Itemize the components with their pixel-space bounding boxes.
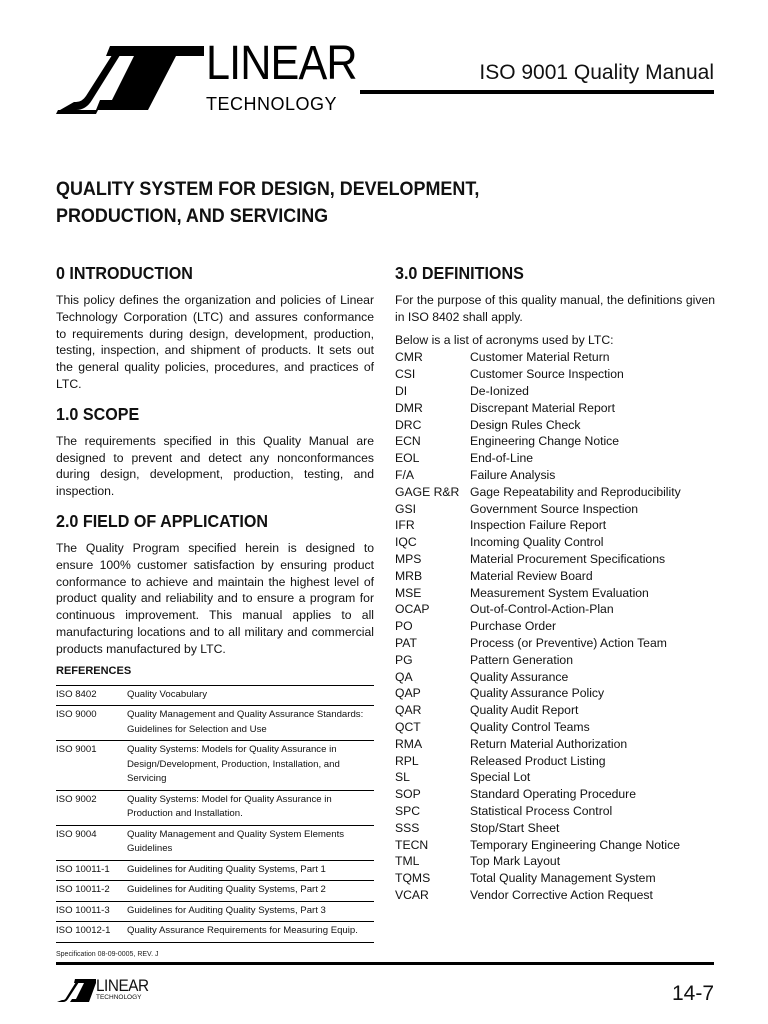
reference-row [56, 901, 374, 922]
footer-logo [56, 978, 160, 1004]
reference-code: ISO 10011-3 [56, 901, 127, 922]
acronym-row [395, 786, 715, 803]
acronym: SOP [395, 787, 421, 802]
acronym-row [395, 400, 715, 417]
acronym: SSS [395, 820, 420, 835]
acronym-definition: Vendor Corrective Action Request [470, 887, 653, 902]
lt-logo-mark [56, 42, 206, 114]
references-title: REFERENCES [56, 664, 132, 677]
acronym-row [395, 467, 715, 484]
acronym: PO [395, 619, 413, 634]
acronym-definition: Temporary Engineering Change Notice [470, 837, 681, 852]
acronym-definition: Quality Assurance Policy [470, 686, 605, 701]
document-title [56, 176, 571, 230]
acronym-definition: Quality Control Teams [470, 719, 590, 734]
acronym-definition: Released Product Listing [470, 753, 606, 768]
acronyms-intro: Below is a list of acronyms used by LTC: [395, 332, 614, 347]
manual-title: ISO 9001 Quality Manual [479, 61, 714, 84]
acronym-row [395, 702, 715, 719]
acronym-definition: Return Material Authorization [470, 736, 628, 751]
acronym-definition: Material Procurement Specifications [470, 551, 666, 566]
acronym-definition: Purchase Order [470, 619, 557, 634]
acronym: DMR [395, 400, 423, 415]
field-of-application-heading: 2.0 FIELD OF APPLICATION [56, 510, 269, 531]
right-column [395, 262, 715, 904]
acronym: SL [395, 770, 410, 785]
acronym: CMR [395, 350, 423, 365]
acronym-row [395, 769, 715, 786]
logo-wordmark: LINEAR [206, 37, 357, 90]
acronym-row [395, 551, 715, 568]
document-title-line-1: QUALITY SYSTEM FOR DESIGN, DEVELOPMENT, [56, 178, 480, 200]
acronym-definition: Gage Repeatability and Reproducibility [470, 484, 681, 499]
acronym-definition: Stop/Start Sheet [470, 820, 560, 835]
acronym: ECN [395, 434, 421, 449]
introduction-heading: 0 INTRODUCTION [56, 263, 193, 283]
acronym-row [395, 366, 715, 383]
acronym: GAGE R&R [395, 484, 460, 499]
acronym-definition: End-of-Line [470, 451, 534, 466]
reference-code: ISO 10011-2 [56, 881, 127, 902]
reference-row [56, 825, 374, 860]
acronym-definition: Statistical Process Control [470, 803, 613, 818]
acronym-definition: De-Ionized [470, 383, 529, 398]
acronym-row [395, 484, 715, 501]
acronym: TML [395, 854, 420, 869]
acronym: EOL [395, 451, 420, 466]
acronym-definition: Discrepant Material Report [470, 400, 615, 415]
acronym: QA [395, 669, 413, 684]
acronym-definition: Customer Material Return [470, 350, 610, 365]
scope-heading: 1.0 SCOPE [56, 403, 140, 424]
acronym-row [395, 753, 715, 770]
acronym-row [395, 517, 715, 534]
definitions-text: For the purpose of this quality manual, the definitions given in ISO 8402 shall apply. [395, 293, 715, 324]
reference-code: ISO 9001 [56, 741, 127, 791]
acronym: OCAP [395, 602, 430, 617]
acronym: PAT [395, 635, 417, 650]
header-rule [360, 90, 714, 94]
specification-number: Specification 08-09-0005, REV. J [56, 951, 159, 958]
field-of-application-text: The Quality Program specified herein is designed to ensure 100% customer satisfaction by ensuring product conformance to achieve and maintain the highest level of product quality and reliability and to ensure a program for continuous improvement. This manual applies to all manufacturing locations and to all military and commercial products manufactured by LTC. [56, 540, 374, 656]
acronym: MPS [395, 551, 422, 566]
footer-logo-word: LINEAR [96, 976, 149, 995]
acronym: MRB [395, 568, 423, 583]
acronym: F/A [395, 467, 414, 482]
footer-rule [56, 962, 714, 965]
acronym-row [395, 669, 715, 686]
acronym-row [395, 450, 715, 467]
acronym-definition: Design Rules Check [470, 417, 581, 432]
reference-description: Quality Assurance Requirements for Measuring Equip. [127, 922, 374, 943]
document-title-line-2: PRODUCTION, AND SERVICING [56, 205, 329, 227]
footer-logo-mark [56, 978, 96, 1004]
acronym-row [395, 803, 715, 820]
acronym-row [395, 685, 715, 702]
acronym-definition: Process (or Preventive) Action Team [470, 635, 667, 650]
acronym-definition: Quality Assurance [470, 669, 569, 684]
acronym-row [395, 853, 715, 870]
acronym-row [395, 887, 715, 904]
reference-row [56, 685, 374, 706]
acronym: QCT [395, 719, 421, 734]
reference-description: Guidelines for Auditing Quality Systems, Part 2 [127, 881, 374, 902]
acronym-definition: Engineering Change Notice [470, 434, 620, 449]
acronym-definition: Material Review Board [470, 568, 593, 583]
acronym-definition: Inspection Failure Report [470, 518, 607, 533]
definitions-heading: 3.0 DEFINITIONS [395, 263, 524, 283]
acronym-row [395, 652, 715, 669]
acronym-row [395, 417, 715, 434]
acronym-row [395, 736, 715, 753]
reference-row [56, 881, 374, 902]
acronym-definition: Pattern Generation [470, 652, 573, 667]
acronym-row [395, 349, 715, 366]
acronym-row [395, 719, 715, 736]
footer-logo-sub: TECHNOLOGY [96, 994, 142, 1001]
reference-description: Guidelines for Auditing Quality Systems, Part 1 [127, 860, 374, 881]
reference-code: ISO 8402 [56, 685, 127, 706]
reference-description: Quality Vocabulary [127, 685, 374, 706]
acronym: QAP [395, 686, 421, 701]
acronym: IQC [395, 535, 417, 550]
acronym-definition: Quality Audit Report [470, 703, 579, 718]
acronym-row [395, 585, 715, 602]
acronym: QAR [395, 703, 422, 718]
acronym: GSI [395, 501, 416, 516]
acronym: DRC [395, 417, 422, 432]
reference-description: Quality Management and Quality Assurance Standards: Guidelines for Selection and Use [127, 706, 374, 741]
reference-description: Quality Systems: Model for Quality Assurance in Production and Installation. [127, 790, 374, 825]
acronym-definition: Top Mark Layout [470, 854, 561, 869]
acronym: CSI [395, 367, 416, 382]
acronym: PG [395, 652, 413, 667]
acronym-row [395, 501, 715, 518]
reference-code: ISO 9002 [56, 790, 127, 825]
acronym-definition: Special Lot [470, 770, 531, 785]
acronym: SPC [395, 803, 421, 818]
introduction-text: This policy defines the organization and policies of Linear Technology Corporation (LTC) and assures conformance to requirements during design, development, production, testing, inspection, and shipment of products. It sets out the general quality policies, procedures, and practices of LTC. [56, 293, 374, 391]
acronym-row [395, 601, 715, 618]
acronym-row [395, 568, 715, 585]
reference-description: Guidelines for Auditing Quality Systems, Part 3 [127, 901, 374, 922]
acronym-definition: Out-of-Control-Action-Plan [470, 602, 614, 617]
acronym-row [395, 534, 715, 551]
left-column [56, 262, 374, 943]
reference-code: ISO 9004 [56, 825, 127, 860]
acronym-list [395, 349, 715, 903]
acronym: IFR [395, 518, 415, 533]
acronym-definition: Incoming Quality Control [470, 535, 604, 550]
acronym-definition: Measurement System Evaluation [470, 585, 649, 600]
acronym-row [395, 635, 715, 652]
reference-row [56, 741, 374, 791]
acronym: VCAR [395, 887, 429, 902]
reference-description: Quality Systems: Models for Quality Assurance in Design/Development, Production, Installation, and Servicing [127, 741, 374, 791]
page-number: 14-7 [671, 982, 714, 1005]
acronym-definition: Government Source Inspection [470, 501, 639, 516]
reference-row [56, 922, 374, 943]
logo-subtitle: TECHNOLOGY [206, 94, 338, 114]
reference-row [56, 860, 374, 881]
reference-code: ISO 10012-1 [56, 922, 127, 943]
acronym-row [395, 383, 715, 400]
acronym-row [395, 433, 715, 450]
acronym: TQMS [395, 871, 431, 886]
acronym: MSE [395, 585, 422, 600]
acronym-definition: Total Quality Management System [470, 871, 656, 886]
reference-row [56, 706, 374, 741]
reference-description: Quality Management and Quality System Elements Guidelines [127, 825, 374, 860]
acronym: RMA [395, 736, 423, 751]
acronym-row [395, 870, 715, 887]
acronym: RPL [395, 753, 419, 768]
acronym-definition: Failure Analysis [470, 467, 556, 482]
reference-code: ISO 10011-1 [56, 860, 127, 881]
acronym-definition: Standard Operating Procedure [470, 787, 636, 802]
acronym: DI [395, 383, 408, 398]
acronym-row [395, 820, 715, 837]
references-table [56, 685, 374, 943]
acronym-definition: Customer Source Inspection [470, 367, 624, 382]
acronym-row [395, 618, 715, 635]
acronym-row [395, 837, 715, 854]
scope-text: The requirements specified in this Quality Manual are designed to prevent and detect any nonconformances during design, development, production, testing, and inspection. [56, 433, 374, 499]
acronym: TECN [395, 837, 429, 852]
reference-code: ISO 9000 [56, 706, 127, 741]
reference-row [56, 790, 374, 825]
